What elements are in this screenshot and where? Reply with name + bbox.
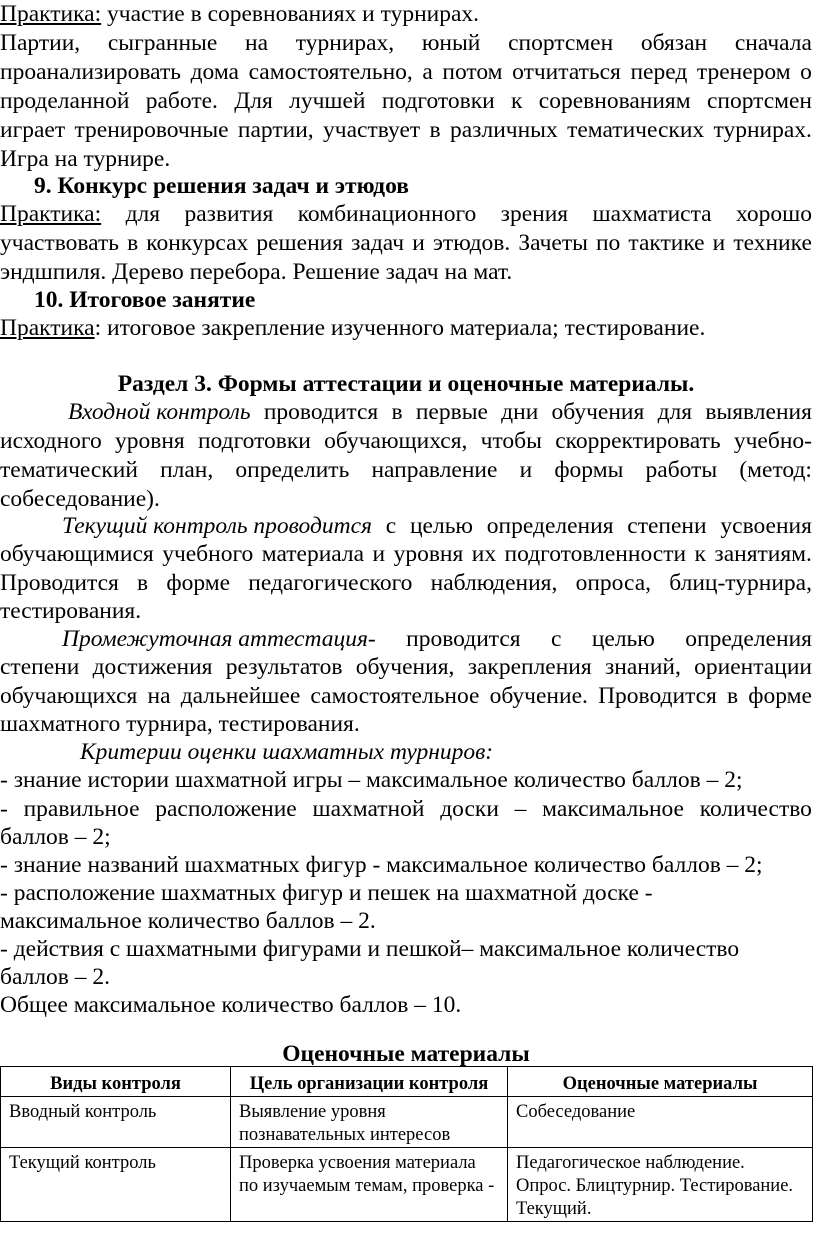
word: конкурсах	[146, 230, 249, 256]
word: чтобы	[480, 428, 542, 454]
word: а	[422, 59, 433, 85]
table-row	[1, 1097, 813, 1148]
word: проанализировать	[0, 59, 181, 85]
word: сначала	[734, 30, 812, 56]
word: занятиям.	[714, 541, 812, 567]
word: и	[412, 230, 425, 256]
word: хорошо	[736, 201, 812, 227]
word: в	[127, 230, 139, 256]
word: зрения	[500, 201, 569, 227]
word: и	[372, 541, 386, 567]
table-cell: Педагогическое наблюдение. Опрос. Блицтурнир. Тестирование. Текущий.	[508, 1148, 813, 1222]
table-cell: Вводный контроль	[1, 1097, 231, 1148]
section-heading-9: 9. Конкурс решения задач и этюдов	[34, 173, 409, 199]
word: обязан	[640, 30, 708, 56]
word: в	[137, 570, 149, 596]
word: форме	[166, 570, 231, 596]
word: самостоятельно,	[248, 59, 413, 85]
word: результатов	[225, 654, 343, 680]
table-cell: Выявление уровня познавательных интересов	[231, 1097, 508, 1148]
word: задач	[351, 230, 405, 256]
word: юный	[421, 30, 481, 56]
word: блиц-турнира,	[669, 570, 812, 596]
word: в	[391, 399, 403, 425]
criteria-item-cont: максимальное количество баллов – 2.	[0, 908, 376, 934]
word: тактике	[628, 230, 705, 256]
practice-label: Практика	[0, 315, 95, 341]
criteria-item: - расположение шахматных фигур и пешек на шахматной доске -	[0, 880, 653, 906]
word: Для	[234, 88, 273, 114]
word: проводится	[406, 626, 521, 652]
word: различных	[450, 117, 558, 143]
table-cell: Проверка усвоения материала по изучаемым темам, проверка -	[231, 1148, 508, 1222]
word: определить	[235, 457, 350, 483]
word: турнирах,	[295, 30, 395, 56]
word: обучения,	[355, 654, 455, 680]
word: исходного	[0, 428, 102, 454]
section-heading-10: 10. Итоговое занятие	[34, 287, 256, 313]
word: первые	[415, 399, 488, 425]
word: дни	[501, 399, 539, 425]
practice-text: : итоговое закрепление изученного материала; тестирование.	[94, 315, 706, 341]
word: их	[471, 541, 497, 567]
word: Зачеты	[518, 230, 588, 256]
word: формы	[554, 457, 624, 483]
entry-control-term: Входной контроль	[68, 399, 251, 425]
word: учебно-	[733, 428, 812, 454]
word: в	[429, 117, 441, 143]
word: количество	[699, 796, 812, 822]
word: обучающимися	[0, 541, 154, 567]
word: участвует	[323, 117, 421, 143]
word: перед	[630, 59, 688, 85]
paragraph-line	[0, 569, 812, 598]
word: педагогического	[248, 570, 413, 596]
section-title: Раздел 3. Формы аттестации и оценочные материалы.	[117, 371, 695, 397]
word: спортсмен	[706, 88, 812, 114]
intermediate-term: Промежуточная аттестация-	[62, 626, 376, 652]
criteria-item	[0, 795, 812, 824]
word: ориентации	[694, 654, 812, 680]
word: с	[550, 626, 562, 652]
word: определения	[685, 626, 812, 652]
table-header: Виды контроля	[1, 1067, 231, 1097]
word: Партии,	[0, 30, 81, 56]
word: турнирах.	[713, 117, 812, 143]
criteria-item: - знание истории шахматной игры – максимальное количество баллов – 2;	[0, 767, 743, 793]
word: и	[712, 230, 726, 256]
word: отчитаться	[512, 59, 621, 85]
practice-line	[0, 314, 812, 343]
word: знаний,	[604, 654, 681, 680]
word: учебного	[162, 541, 254, 567]
criteria-total: Общее максимальное количество баллов – 10.	[0, 992, 462, 1018]
word: для	[125, 201, 161, 227]
word: степени	[627, 513, 707, 539]
word: доски	[440, 796, 499, 822]
word: направление	[371, 457, 498, 483]
word: уровня	[393, 541, 464, 567]
word: этюдов.	[432, 230, 511, 256]
criteria-item-cont: баллов – 2;	[0, 824, 111, 850]
current-control-line	[62, 512, 812, 541]
word: соревнованиям	[538, 88, 691, 114]
word: о	[800, 59, 812, 85]
criteria-item-cont: баллов – 2.	[0, 964, 111, 990]
word: план,	[160, 457, 214, 483]
word: тематический	[0, 457, 138, 483]
word: целью	[409, 513, 473, 539]
paragraph-line	[0, 682, 812, 711]
word: материала	[261, 541, 365, 567]
table-title: Оценочные материалы	[282, 1041, 530, 1067]
word: уровня	[114, 428, 185, 454]
word: обучающихся,	[324, 428, 468, 454]
paragraph-line: эндшпиля. Дерево перебора. Решение задач на мат.	[0, 259, 513, 285]
table-header: Оценочные материалы	[508, 1067, 813, 1097]
word: комбинационного	[297, 201, 477, 227]
word: максимальное	[542, 796, 684, 822]
paragraph-line	[0, 540, 812, 569]
word: закрепления	[467, 654, 592, 680]
word: обучающихся	[0, 683, 138, 709]
word: тренером	[696, 59, 791, 85]
practice-label: Практика:	[0, 201, 102, 227]
word: лучшей	[289, 88, 366, 114]
word: развития	[184, 201, 274, 227]
word: к	[511, 88, 523, 114]
word: (метод:	[739, 457, 812, 483]
word: скорректировать	[555, 428, 721, 454]
paragraph-line	[0, 427, 812, 456]
table-cell: Собеседование	[508, 1097, 813, 1148]
word: тренировочные	[74, 117, 229, 143]
current-control-term: Текущий контроль проводится	[62, 513, 372, 539]
word: Проводится	[598, 683, 717, 709]
word: по	[595, 230, 621, 256]
paragraph-line	[0, 456, 812, 485]
word: работы	[645, 457, 718, 483]
word: с	[385, 513, 397, 539]
word: проводится	[263, 399, 379, 425]
word: играет	[0, 117, 66, 143]
word: технике	[733, 230, 812, 256]
practice-label: Практика:	[0, 1, 102, 27]
word: целью	[591, 626, 655, 652]
table-header-row	[1, 1067, 813, 1097]
word: проделанной	[0, 88, 130, 114]
paragraph-line	[0, 87, 812, 116]
word: подготовки	[381, 88, 495, 114]
word: дальнейшее	[180, 683, 301, 709]
word: решения	[256, 230, 344, 256]
word: для	[657, 399, 693, 425]
word: дома	[190, 59, 239, 85]
word: усвоения	[720, 513, 812, 539]
practice-line	[0, 200, 812, 229]
paragraph-line: тестирования.	[0, 598, 142, 624]
paragraph-line	[0, 29, 812, 58]
word: подготовки	[197, 428, 311, 454]
word: шахматной	[312, 796, 425, 822]
word: подготовленности	[504, 541, 687, 567]
criteria-item: - действия с шахматными фигурами и пешкой– максимальное количество	[0, 936, 740, 962]
assessment-table	[0, 1066, 813, 1222]
word: достижения	[92, 654, 213, 680]
word: определения	[486, 513, 614, 539]
paragraph-line	[0, 229, 812, 258]
word: и	[519, 457, 533, 483]
word: обучения	[551, 399, 645, 425]
word: самостоятельное	[310, 683, 480, 709]
word: степени	[0, 654, 80, 680]
paragraph-line	[0, 116, 812, 145]
word: шахматиста	[592, 201, 712, 227]
paragraph-line: Игра на турнире.	[0, 146, 171, 172]
word: на	[245, 30, 269, 56]
table-row	[1, 1148, 813, 1222]
paragraph-line: собеседование).	[0, 486, 160, 512]
table-cell: Текущий контроль	[1, 1148, 231, 1222]
word: к	[694, 541, 706, 567]
word: –	[514, 796, 527, 822]
word: тематических	[567, 117, 705, 143]
intermediate-line	[62, 625, 812, 654]
word: Проводится	[0, 570, 119, 596]
word: наблюдения,	[430, 570, 558, 596]
criteria-item: - знание названий шахматных фигур - максимальное количество баллов – 2;	[0, 852, 763, 878]
word: правильное	[23, 796, 140, 822]
word: спортсмен	[508, 30, 614, 56]
practice-text: участие в соревнованиях и турнирах.	[101, 1, 480, 27]
paragraph-line: шахматного турнира, тестирования.	[0, 711, 360, 737]
practice-line	[0, 0, 812, 29]
word: выявления	[705, 399, 812, 425]
paragraph-line	[0, 653, 812, 682]
word: партии,	[237, 117, 314, 143]
word: на	[147, 683, 171, 709]
word: -	[0, 796, 8, 822]
table-header: Цель организации контроля	[231, 1067, 508, 1097]
word: в	[727, 683, 739, 709]
word: сыгранные	[107, 30, 218, 56]
word: обучение.	[489, 683, 588, 709]
entry-control-line	[68, 398, 812, 427]
word: расположение	[155, 796, 297, 822]
paragraph-line	[0, 58, 812, 87]
word: участвовать	[0, 230, 119, 256]
word: работе.	[145, 88, 218, 114]
criteria-title: Критерии оценки шахматных турниров:	[80, 739, 494, 765]
word: потом	[442, 59, 503, 85]
word: опроса,	[575, 570, 651, 596]
word: форме	[748, 683, 812, 709]
